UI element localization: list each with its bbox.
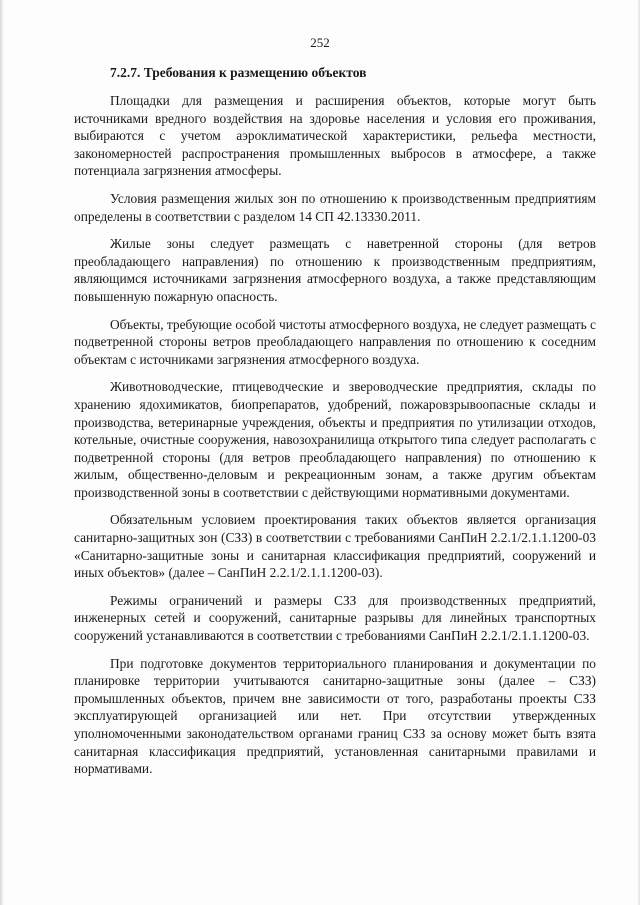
- paragraph-residential-conditions: Условия размещения жилых зон по отношению к производственным предприятиям определены в соответствии с разделом 14 СП 42.13330.2011.: [74, 190, 596, 224]
- document-body: [74, 64, 596, 788]
- paragraph-territorial-planning: При подготовке документов территориального планирования и документации по планировке территории учитываются санитарно-защитные зоны (далее – СЗЗ) промышленных объектов, причем вне зависимости от того, разработаны проекты СЗЗ эксплуатирующей организацией или нет. При отсутствии утвержденных уполномоченными законодательством органами границ СЗЗ за основу может быть взята санитарная классификация предприятий, установленная санитарными правилами и нормативами.: [74, 655, 596, 777]
- paragraph-livestock-enterprises: Животноводческие, птицеводческие и звероводческие предприятия, склады по хранению ядохимикатов, биопрепаратов, удобрений, пожаровзрывоопасные склады и производства, ветеринарные учреждения, объекты и предприятия по утилизации отходов, котельные, очистные сооружения, навозохранилища открытого типа следует располагать с подветренной стороны (для ветров преобладающего направления) по отношению к жилым, общественно-деловым и рекреационным зонам, а также другим объектам производственной зоны в соответствии с действующими нормативными документами.: [74, 379, 596, 500]
- paragraph-clean-air-objects: Объекты, требующие особой чистоты атмосферного воздуха, не следует размещать с подветренной стороны ветров преобладающего направления по отношению к соседним объектам с источниками загрязнения атмосферного воздуха.: [74, 316, 596, 367]
- paragraph-szz-regimes: Режимы ограничений и размеры СЗЗ для производственных предприятий, инженерных сетей и сооружений, санитарные разрывы для линейных транспортных сооружений устанавливаются в соответствии с требованиями СанПиН 2.2.1/2.1.1.1200-03.: [74, 592, 596, 644]
- paragraph-windward-placement: Жилые зоны следует размещать с наветренной стороны (для ветров преобладающего направления) по отношению к производственным предприятиям, являющимся источниками загрязнения атмосферного воздуха, а также представляющим повышенную пожарную опасность.: [74, 236, 596, 304]
- paragraph-sanitary-zones-requirement: Обязательным условием проектирования таких объектов является организация санитарно-защитных зон (СЗЗ) в соответствии с требованиями СанПиН 2.2.1/2.1.1.1200-03 «Санитарно-защитные зоны и санитарная классификация предприятий, сооружений и иных объектов» (далее – СанПиН 2.2.1/2.1.1.1200-03).: [74, 512, 596, 581]
- scan-edge-left: [0, 0, 4, 905]
- page-number: 252: [310, 35, 330, 50]
- paragraph-site-selection: Площадки для размещения и расширения объектов, которые могут быть источниками вредного воздействия на здоровье населения и условия его проживания, выбираются с учетом аэроклиматической характеристики, рельефа местности, закономерностей распространения промышленных выбросов в атмосфере, а также потенциала загрязнения атмосферы.: [74, 93, 596, 179]
- section-heading: 7.2.7. Требования к размещению объектов: [110, 65, 367, 80]
